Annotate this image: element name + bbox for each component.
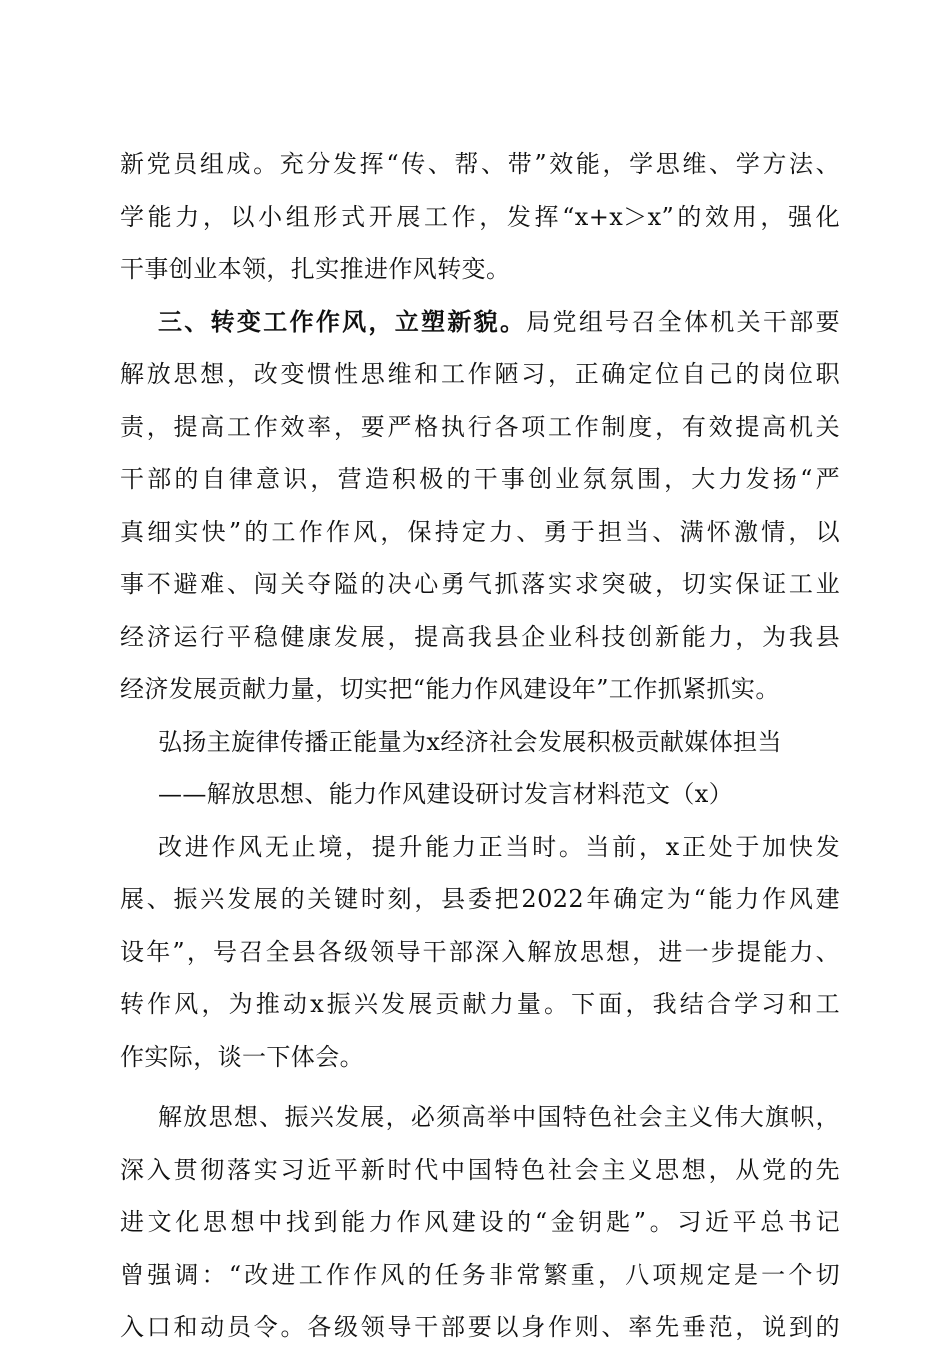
paragraph-section-three (120, 296, 840, 716)
text-line: 进文化思想中找到能力作风建设的“金钥匙”。习近平总书记 (120, 1208, 840, 1236)
text-line: 解放思想，改变惯性思维和工作陋习，正确定位自己的岗位职 (120, 360, 840, 388)
paragraph-body (120, 1091, 840, 1354)
text-line: 事不避难、闯关夺隘的决心勇气抓落实求突破，切实保证工业 (120, 570, 840, 598)
text-line: 解放思想、振兴发展，必须高举中国特色社会主义伟大旗帜， (158, 1103, 840, 1131)
text-line: 学能力，以小组形式开展工作，发挥“x+x＞x”的效用，强化 (120, 202, 840, 231)
paragraph-spacer (120, 1083, 840, 1091)
article-title (120, 716, 840, 821)
text-line: 设年”，号召全县各级领导干部深入解放思想，进一步提能力、 (120, 937, 840, 966)
title-line-1: 弘扬主旋律传播正能量为x经济社会发展积极贡献媒体担当 (158, 727, 782, 756)
text-run: 局党组号召全体机关干部要 (526, 307, 840, 336)
text-line: 深入贯彻落实习近平新时代中国特色社会主义思想，从党的先 (120, 1155, 840, 1184)
document-page (120, 138, 840, 1354)
text-line: 转作风，为推动x振兴发展贡献力量。下面，我结合学习和工 (120, 990, 840, 1018)
text-line-with-heading (120, 296, 840, 349)
text-line: 改进作风无止境，提升能力正当时。当前，x正处于加快发 (158, 832, 840, 861)
text-line: 真细实快”的工作作风，保持定力、勇于担当、满怀激情，以 (120, 517, 840, 546)
title-line-2: ——解放思想、能力作风建设研讨发言材料范文（x） (158, 780, 734, 808)
text-line: 干部的自律意识，营造积极的干事创业氛氛围，大力发扬“严 (120, 465, 840, 493)
text-line: 经济发展贡献力量，切实把“能力作风建设年”工作抓紧抓实。 (120, 675, 780, 703)
text-line: 作实际，谈一下体会。 (120, 1042, 364, 1071)
paragraph-intro (120, 821, 840, 1084)
text-line: 曾强调：“改进工作作风的任务非常繁重，八项规定是一个切 (120, 1260, 840, 1289)
section-heading: 三、转变工作作风，立塑新貌。 (158, 306, 527, 336)
text-line: 经济运行平稳健康发展，提高我县企业科技创新能力，为我县 (120, 622, 840, 651)
text-line: 干事创业本领，扎实推进作风转变。 (120, 255, 511, 283)
text-line: 责，提高工作效率，要严格执行各项工作制度，有效提高机关 (120, 412, 840, 441)
text-line: 展、振兴发展的关键时刻，县委把2022年确定为“能力作风建 (120, 885, 840, 913)
paragraph-continuation (120, 138, 840, 296)
text-line: 新党员组成。充分发挥“传、帮、带”效能，学思维、学方法、 (120, 150, 840, 178)
text-line: 入口和动员令。各级领导干部要以身作则、率先垂范，说到的 (120, 1313, 840, 1341)
